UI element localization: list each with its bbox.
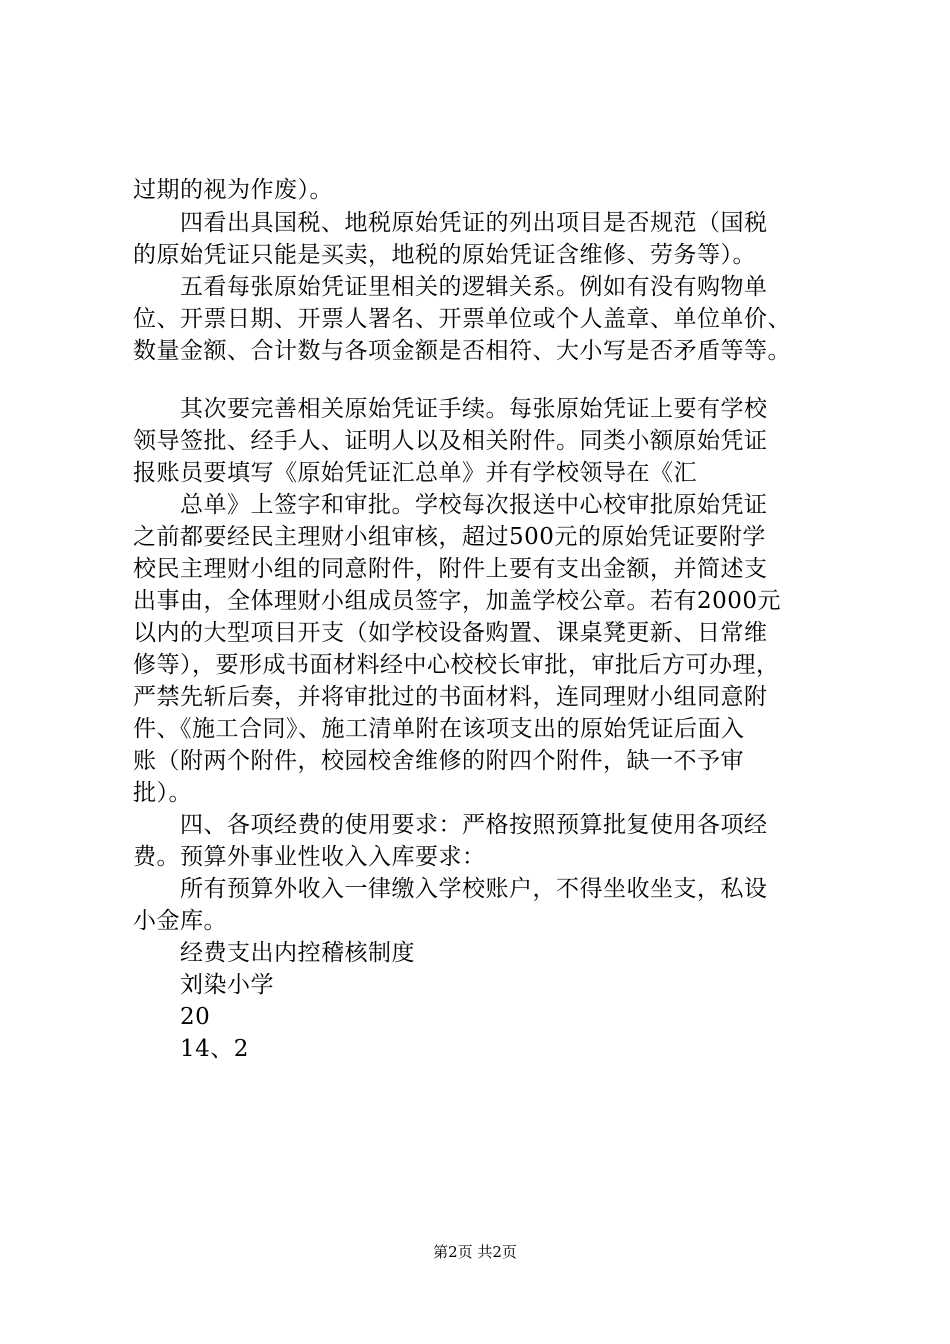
text-line: 以内的大型项目开支（如学校设备购置、课桌凳更新、日常维 <box>133 620 768 646</box>
text-line: 数量金额、合计数与各项金额是否相符、大小写是否矛盾等等。 <box>133 338 791 364</box>
text-line: 五看每张原始凭证里相关的逻辑关系。例如有没有购物单 <box>180 274 768 300</box>
text-line: 报账员要填写《原始凭证汇总单》并有学校领导在《汇 <box>133 460 697 486</box>
text-line: 四、各项经费的使用要求：严格按照预算批复使用各项经 <box>180 812 768 838</box>
text-line: 刘染小学 <box>180 972 274 998</box>
text-line: 经费支出内控稽核制度 <box>180 940 415 966</box>
text-line: 账（附两个附件，校园校舍维修的附四个附件，缺一不予审 <box>133 748 744 774</box>
text-line: 四看出具国税、地税原始凭证的列出项目是否规范（国税 <box>180 210 768 236</box>
text-line: 14、2 <box>180 1036 249 1062</box>
text-line: 件、《施工合同》、施工清单附在该项支出的原始凭证后面入 <box>133 716 745 742</box>
text-line: 领导签批、经手人、证明人以及相关附件。同类小额原始凭证 <box>133 428 768 454</box>
text-line: 的原始凭证只能是买卖，地税的原始凭证含维修、劳务等）。 <box>133 242 756 268</box>
text-line: 校民主理财小组的同意附件，附件上要有支出金额，并简述支 <box>133 556 768 582</box>
text-line: 费。预算外事业性收入入库要求： <box>133 844 486 870</box>
text-line: 总单》上签字和审批。学校每次报送中心校审批原始凭证 <box>180 492 768 518</box>
text-line: 过期的视为作废）。 <box>133 177 333 203</box>
text-line: 其次要完善相关原始凭证手续。每张原始凭证上要有学校 <box>180 396 768 422</box>
text-line: 出事由，全体理财小组成员签字，加盖学校公章。若有2000元 <box>133 588 782 614</box>
text-line: 之前都要经民主理财小组审核，超过500元的原始凭证要附学 <box>133 524 766 550</box>
text-line: 位、开票日期、开票人署名、开票单位或个人盖章、单位单价、 <box>133 306 791 332</box>
text-line: 修等），要形成书面材料经中心校校长审批，审批后方可办理， <box>133 652 780 678</box>
text-line: 严禁先斩后奏，并将审批过的书面材料，连同理财小组同意附 <box>133 684 768 710</box>
text-line: 所有预算外收入一律缴入学校账户，不得坐收坐支，私设 <box>180 876 768 902</box>
text-line: 小金库。 <box>133 908 227 934</box>
text-line: 20 <box>180 1004 211 1030</box>
text-line: 批）。 <box>133 780 192 806</box>
page-footer: 第2页 共2页 <box>433 1243 517 1261</box>
